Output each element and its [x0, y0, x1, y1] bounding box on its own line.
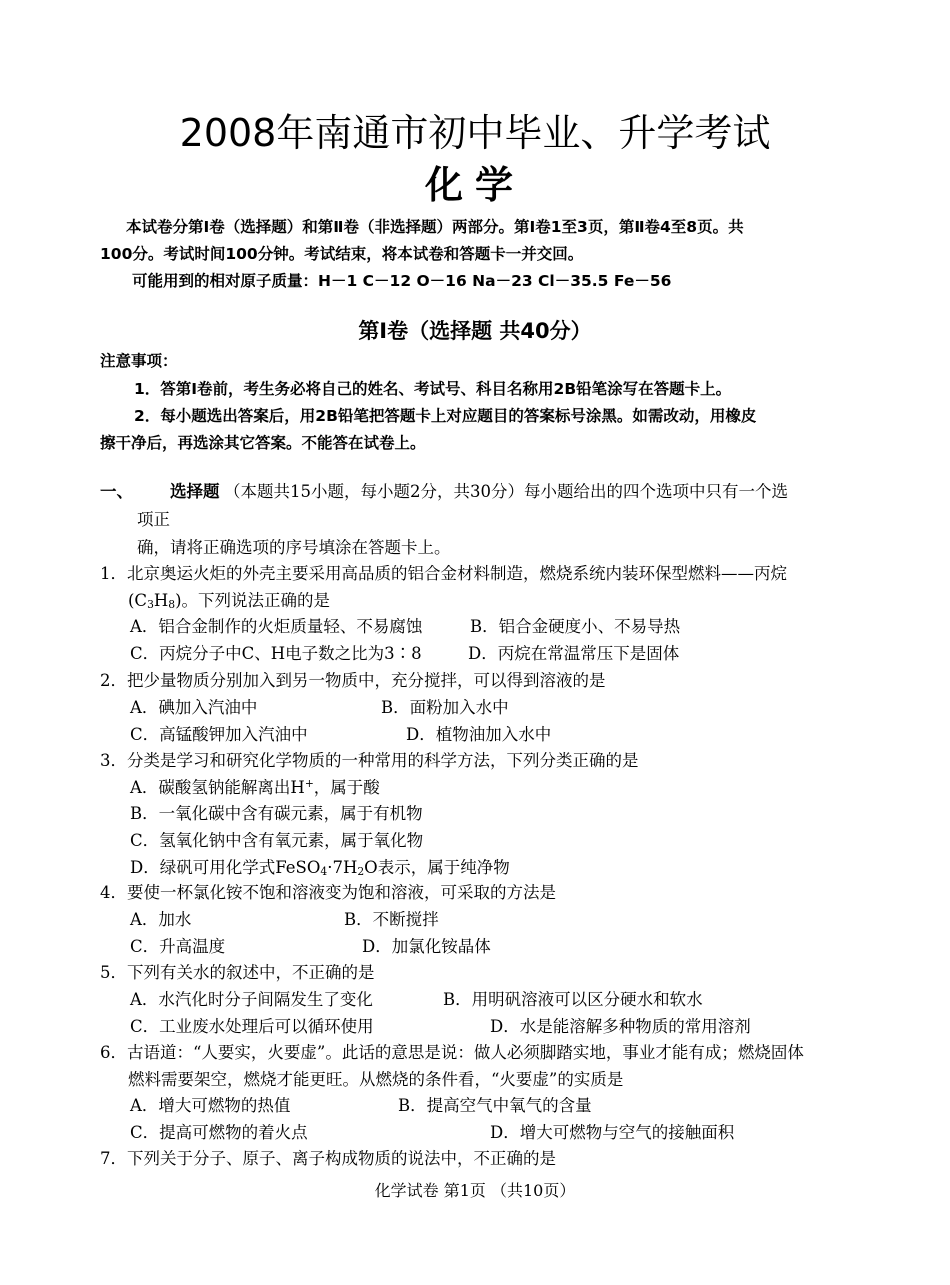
q6-option-c: C．提高可燃物的着火点: [130, 1123, 308, 1142]
q3-option-c: C．氢氧化钠中含有氧元素，属于氧化物: [130, 831, 424, 850]
subject-title: 化学: [424, 163, 525, 207]
q1-option-b: B．铝合金硬度小、不易导热: [470, 617, 681, 636]
q4-option-c: C．升高温度: [130, 937, 226, 956]
note-1: 1．答第Ⅰ卷前，考生务必将自己的姓名、考试号、科目名称用2B铅笔涂写在答题卡上。: [134, 380, 732, 398]
q6-option-a: A．增大可燃物的热值: [130, 1096, 291, 1115]
note-2b: 擦干净后，再选涂其它答案。不能答在试卷上。: [100, 434, 426, 452]
q7-stem: 7．下列关于分子、原子、离子构成物质的说法中，不正确的是: [100, 1149, 556, 1168]
page-footer: 化学试卷 第1页 （共10页）: [374, 1181, 576, 1200]
q5-stem: 5．下列有关水的叙述中，不正确的是: [100, 963, 375, 982]
q3-option-b: B．一氧化碳中含有碳元素，属于有机物: [130, 804, 423, 823]
part-description-cont: 项正: [137, 510, 170, 529]
part-instruction: 确，请将正确选项的序号填涂在答题卡上。: [137, 538, 451, 557]
q5-option-c: C．工业废水处理后可以循环使用: [130, 1017, 374, 1036]
q4-option-a: A．加水: [130, 910, 192, 929]
part-description: （本题共15小题，每小题2分，共30分）每小题给出的四个选项中只有一个选: [224, 482, 788, 501]
q6-stem-cont: 燃料需要架空，燃烧才能更旺。从燃烧的条件看，“火要虚”的实质是: [128, 1070, 624, 1089]
q6-stem: 6．古语道：“人要实，火要虚”。此话的意思是说：做人必须脚踏实地，事业才能有成；燃烧固体: [100, 1043, 804, 1062]
q2-option-d: D．植物油加入水中: [406, 725, 552, 744]
q2-option-a: A．碘加入汽油中: [130, 698, 258, 717]
q1-option-a: A．铝合金制作的火炬质量轻、不易腐蚀: [130, 617, 423, 636]
intro-line-1: 本试卷分第Ⅰ卷（选择题）和第Ⅱ卷（非选择题）两部分。第Ⅰ卷1至3页，第Ⅱ卷4至8页。共: [126, 218, 744, 236]
q4-stem: 4．要使一杯氯化铵不饱和溶液变为饱和溶液，可采取的方法是: [100, 883, 556, 902]
atomic-masses: 可能用到的相对原子质量：H－1 C－12 O－16 Na－23 Cl－35.5 Fe－56: [132, 272, 672, 290]
q6-option-b: B．提高空气中氧气的含量: [398, 1096, 592, 1115]
q1-stem: 1．北京奥运火炬的外壳主要采用高品质的铝合金材料制造，燃烧系统内装环保型燃料——丙烷: [100, 564, 787, 583]
note-2a: 2．每小题选出答案后，用2B铅笔把答题卡上对应题目的答案标号涂黑。如需改动，用橡皮: [134, 407, 757, 425]
q1-stem-cont: $(C_3H_8)$。下列说法正确的是: [128, 591, 331, 612]
q6-option-d: D．增大可燃物与空气的接触面积: [490, 1123, 735, 1142]
intro-line-2: 100分。考试时间100分钟。考试结束，将本试卷和答题卡一并交回。: [100, 245, 584, 263]
q4-option-d: D．加氯化铵晶体: [362, 937, 491, 956]
q2-option-c: C．高锰酸钾加入汽油中: [130, 725, 308, 744]
q1-option-c: C．丙烷分子中C、H电子数之比为3∶8: [130, 644, 422, 663]
q2-option-b: B．面粉加入水中: [381, 698, 509, 717]
q3-stem: 3．分类是学习和研究化学物质的一种常用的科学方法，下列分类正确的是: [100, 751, 639, 770]
q1-option-d: D．丙烷在常温常压下是固体: [468, 644, 680, 663]
part-number: 一、: [100, 482, 133, 501]
notes-heading: 注意事项：: [100, 352, 178, 370]
q2-stem: 2．把少量物质分别加入到另一物质中，充分搅拌，可以得到溶液的是: [100, 671, 606, 690]
exam-title: 2008年南通市初中毕业、升学考试: [179, 111, 771, 155]
q3-option-a: A．碳酸氢钠能解离出H+，属于酸: [130, 777, 380, 797]
section-title: 第Ⅰ卷（选择题 共40分）: [358, 319, 592, 343]
q3-option-d: D．绿矾可用化学式$FeSO_4\cdot 7H_2O$表示，属于纯净物: [130, 858, 510, 879]
q5-option-b: B．用明矾溶液可以区分硬水和软水: [443, 990, 703, 1009]
q5-option-d: D．水是能溶解多种物质的常用溶剂: [490, 1017, 751, 1036]
q5-option-a: A．水汽化时分子间隔发生了变化: [130, 990, 373, 1009]
part-label: 选择题: [170, 482, 220, 501]
q4-option-b: B．不断搅拌: [344, 910, 439, 929]
